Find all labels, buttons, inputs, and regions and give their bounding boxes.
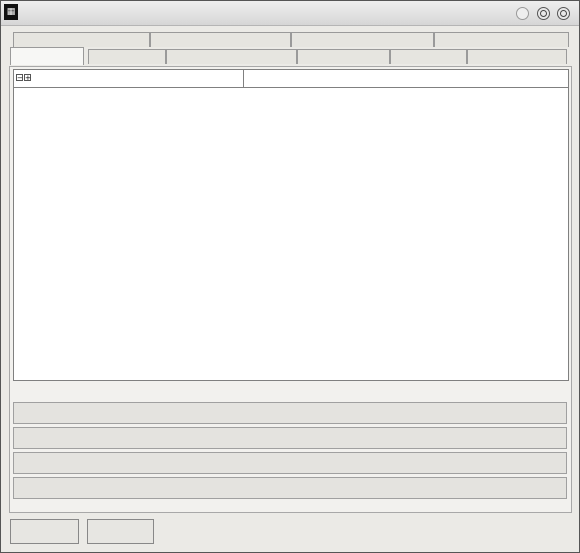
expand-all-icon[interactable]: + (25, 74, 31, 82)
collapse-all-icon[interactable]: − (17, 74, 23, 82)
tab-editor[interactable] (150, 32, 291, 47)
tab-autosave[interactable] (13, 32, 150, 47)
property-grid[interactable] (13, 69, 569, 381)
tab-standaard-instellingen[interactable] (166, 49, 297, 64)
tab-assistentie[interactable] (10, 47, 84, 65)
tab-internet[interactable] (434, 32, 569, 47)
cancel-button[interactable] (87, 519, 154, 544)
close-button[interactable] (557, 7, 570, 20)
tab-bestandspaden[interactable] (467, 49, 567, 64)
column-divider[interactable] (243, 70, 244, 87)
clear-file-history-button[interactable] (13, 427, 567, 449)
tab-resultaten[interactable] (390, 49, 467, 64)
grid-header (14, 70, 568, 88)
tab-nieuwe-groep[interactable] (297, 49, 390, 64)
help-button[interactable] (516, 7, 529, 20)
maximize-button[interactable] (537, 7, 550, 20)
ok-button[interactable] (10, 519, 79, 544)
app-icon[interactable]: ▦ (4, 4, 18, 20)
reset-confirmation-dialogs-button[interactable] (13, 452, 567, 474)
reset-task-dialog-selections-button[interactable] (13, 477, 567, 499)
tab-gegevens[interactable] (88, 49, 166, 64)
reset-screen-positions-button[interactable] (13, 402, 567, 424)
tab-schetsen[interactable] (291, 32, 434, 47)
tab-panel-assistentie (9, 66, 572, 513)
title-bar[interactable] (1, 1, 579, 26)
